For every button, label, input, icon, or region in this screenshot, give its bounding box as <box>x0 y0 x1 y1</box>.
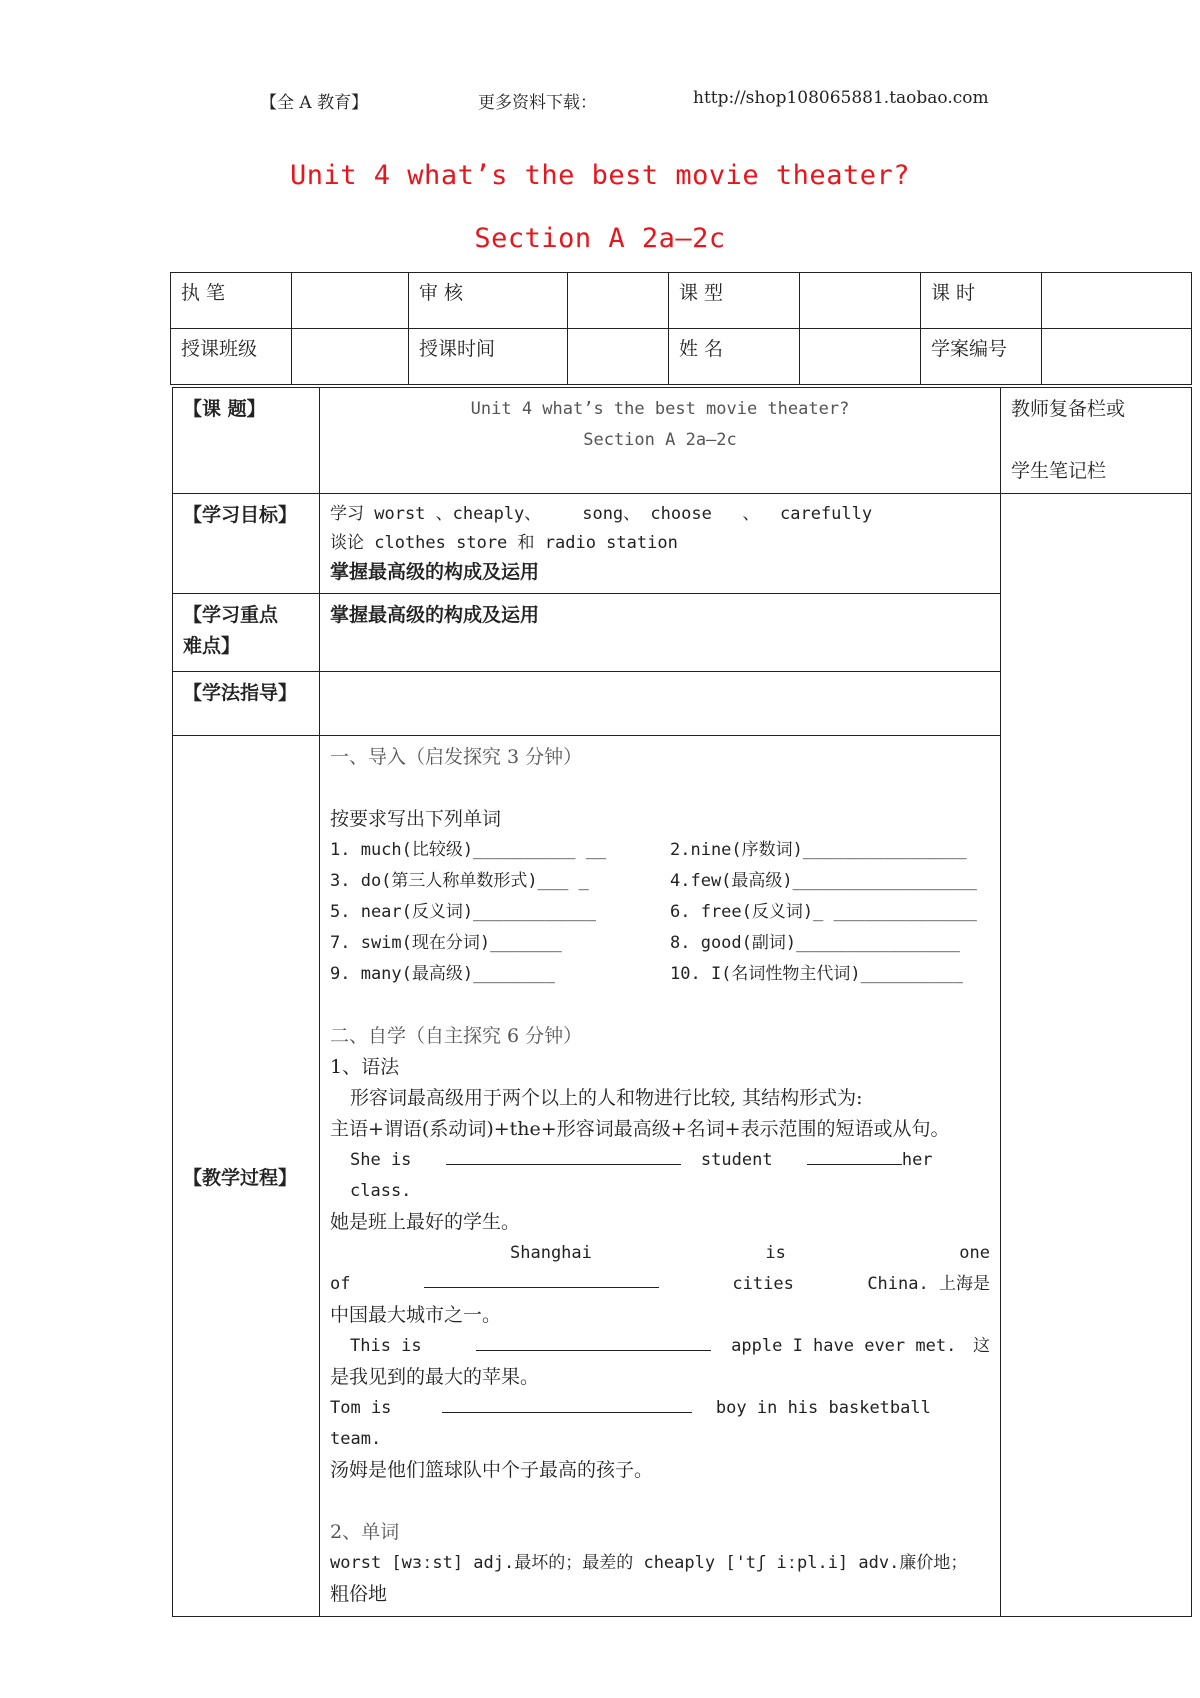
blank[interactable] <box>424 1269 659 1288</box>
topic-cell <box>320 388 1001 494</box>
section-1-heading: 一、导入（启发探究 3 分钟） <box>330 746 583 768</box>
method-cell <box>320 672 1001 736</box>
example-2-cn: 中国最大城市之一。 <box>330 1304 502 1326</box>
example-text: cities <box>732 1274 794 1294</box>
goals-line-3: 掌握最高级的构成及运用 <box>330 561 540 583</box>
key-label-1: 【学习重点 <box>183 604 279 626</box>
vocab-heading: 2、单词 <box>330 1521 400 1543</box>
word-item: 4.few(最高级)__________________ <box>670 871 977 891</box>
method-label: 【学法指导】 <box>173 672 320 736</box>
side-cell <box>1001 388 1192 494</box>
word-row <box>330 928 990 959</box>
example-3-cn: 是我见到的最大的苹果。 <box>330 1366 540 1388</box>
word-item: 5. near(反义词)____________ <box>330 902 596 922</box>
word-item: 9. many(最高级)________ <box>330 964 555 984</box>
example-text: China. 上海是 <box>867 1274 990 1294</box>
key-label-2: 难点】 <box>183 635 241 657</box>
info-cell <box>1042 329 1192 385</box>
info-cell: 课 型 <box>669 273 800 329</box>
example-text: Tom is <box>330 1398 392 1418</box>
info-cell: 授课时间 <box>409 329 568 385</box>
example-1 <box>330 1145 990 1207</box>
side-line-2: 学生笔记栏 <box>1011 460 1107 482</box>
info-row-1 <box>171 273 1192 329</box>
info-cell <box>1042 273 1192 329</box>
blank[interactable] <box>446 1146 681 1165</box>
info-cell <box>568 329 669 385</box>
process-label: 【教学过程】 <box>173 736 320 1617</box>
blank[interactable] <box>442 1394 692 1413</box>
blank[interactable] <box>807 1146 902 1165</box>
header-url[interactable]: http://shop108065881.taobao.com <box>693 88 989 108</box>
info-cell <box>800 329 921 385</box>
example-4 <box>330 1393 990 1455</box>
example-text: 这 <box>973 1336 990 1356</box>
topic-row <box>173 388 1192 494</box>
word-item: 2.nine(序数词)________________ <box>670 840 967 860</box>
word-row <box>330 866 990 897</box>
page-title: Unit 4 what’s the best movie theater? <box>290 160 910 191</box>
example-1-cn: 她是班上最好的学生。 <box>330 1211 521 1233</box>
example-3 <box>330 1331 990 1362</box>
word-item: 1. much(比较级)__________ __ <box>330 840 607 860</box>
goals-label: 【学习目标】 <box>173 494 320 594</box>
main-table <box>172 387 1192 1617</box>
info-cell <box>568 273 669 329</box>
example-text: student <box>700 1150 773 1170</box>
info-cell: 课 时 <box>921 273 1042 329</box>
example-text: of <box>330 1274 351 1294</box>
info-cell: 姓 名 <box>669 329 800 385</box>
section-2-heading: 二、自学（自主探究 6 分钟） <box>330 1025 583 1047</box>
topic-label: 【课 题】 <box>173 388 320 494</box>
topic-line-2: Section A 2a—2c <box>583 430 737 450</box>
key-text: 掌握最高级的构成及运用 <box>320 594 1001 672</box>
side-line-1: 教师复备栏或 <box>1011 398 1126 420</box>
example-text: This is <box>350 1336 422 1356</box>
goals-line-1: 学习 worst 、cheaply、 song、 choose 、 carefully <box>330 504 873 524</box>
word-row <box>330 835 990 866</box>
example-4-cn: 汤姆是他们篮球队中个子最高的孩子。 <box>330 1459 654 1481</box>
grammar-text-2: 主语+谓语(系动词)+the+形容词最高级+名词+表示范围的短语或从句。 <box>330 1118 950 1140</box>
example-text: apple I have ever met. <box>731 1336 957 1356</box>
info-cell <box>292 329 409 385</box>
topic-line-1: Unit 4 what’s the best movie theater? <box>470 399 850 419</box>
example-text: is <box>765 1243 786 1263</box>
word-row <box>330 897 990 928</box>
word-item: 10. I(名词性物主代词)__________ <box>670 964 963 984</box>
info-cell <box>292 273 409 329</box>
notes-column <box>1001 494 1192 1617</box>
word-item: 7. swim(现在分词)_______ <box>330 933 562 953</box>
goals-cell <box>320 494 1001 594</box>
info-row-2 <box>171 329 1192 385</box>
info-cell <box>800 273 921 329</box>
goals-row <box>173 494 1192 594</box>
example-text: She is <box>350 1150 412 1170</box>
example-text: her class. <box>350 1150 933 1201</box>
process-cell <box>320 736 1001 1617</box>
word-item: 6. free(反义词)_ ______________ <box>670 902 977 922</box>
goals-line-2: 谈论 clothes store 和 radio station <box>330 533 678 553</box>
key-label <box>173 594 320 672</box>
info-table <box>170 272 1192 385</box>
word-item: 3. do(第三人称单数形式)___ _ <box>330 871 589 891</box>
section-1-instruction: 按要求写出下列单词 <box>330 808 502 830</box>
info-cell: 执 笔 <box>171 273 292 329</box>
example-2 <box>330 1238 990 1269</box>
info-cell: 审 核 <box>409 273 568 329</box>
example-text: boy in his basketball team. <box>330 1398 931 1449</box>
vocab-line-1: worst [wɜːst] adj.最坏的；最差的 cheaply ['tʃ iːpl.i] adv.廉价地； <box>330 1553 968 1573</box>
header-middle: 更多资料下载： <box>478 93 597 113</box>
header-left: 【全 A 教育】 <box>260 93 369 113</box>
example-text: Shanghai <box>510 1243 592 1263</box>
info-cell: 学案编号 <box>921 329 1042 385</box>
example-text: one <box>959 1243 990 1263</box>
vocab-line-2: 粗俗地 <box>330 1583 388 1605</box>
grammar-heading: 1、语法 <box>330 1056 400 1078</box>
word-list <box>330 835 990 990</box>
word-row <box>330 959 990 990</box>
info-cell: 授课班级 <box>171 329 292 385</box>
blank[interactable] <box>476 1332 711 1351</box>
example-2b <box>330 1269 990 1300</box>
word-item: 8. good(副词)________________ <box>670 933 960 953</box>
page-subtitle: Section A 2a—2c <box>474 223 726 254</box>
grammar-text-1: 形容词最高级用于两个以上的人和物进行比较, 其结构形式为: <box>350 1087 863 1109</box>
